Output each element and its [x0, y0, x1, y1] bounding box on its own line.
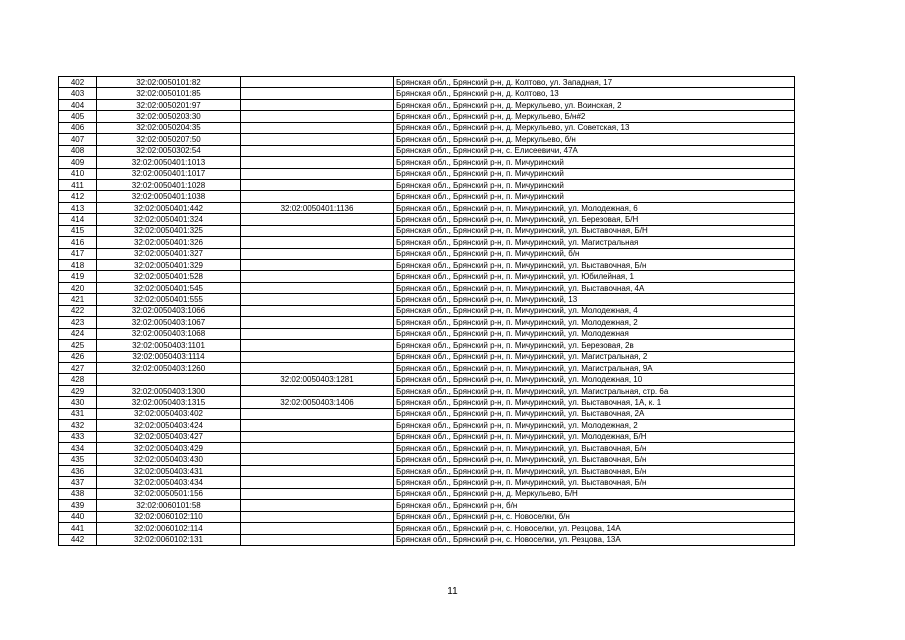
cadastral-number-cell: 32:02:0050403:429	[97, 443, 241, 454]
cadastral-number-2-cell	[241, 157, 394, 168]
cadastral-number-2-cell: 32:02:0050403:1281	[241, 374, 394, 385]
row-number-cell: 423	[59, 317, 97, 328]
table-row	[59, 408, 795, 419]
cadastral-number-2-cell	[241, 294, 394, 305]
cadastral-number-2-cell: 32:02:0050401:1136	[241, 202, 394, 213]
table-row	[59, 282, 795, 293]
row-number-cell: 403	[59, 88, 97, 99]
cadastral-number-cell: 32:02:0050403:1114	[97, 351, 241, 362]
table-row	[59, 454, 795, 465]
row-number-cell: 419	[59, 271, 97, 282]
cadastral-number-cell: 32:02:0050401:329	[97, 260, 241, 271]
address-cell: Брянская обл., Брянский р-н, п. Мичуринский, ул. Выставочная, Б/н	[394, 260, 795, 271]
row-number-cell: 439	[59, 500, 97, 511]
row-number-cell: 404	[59, 99, 97, 110]
cadastral-number-cell: 32:02:0050401:442	[97, 202, 241, 213]
registry-table-body	[59, 77, 795, 546]
cadastral-number-cell: 32:02:0060102:110	[97, 511, 241, 522]
address-cell: Брянская обл., Брянский р-н, д. Меркульево, ул. Воинская, 2	[394, 99, 795, 110]
row-number-cell: 406	[59, 122, 97, 133]
table-row	[59, 374, 795, 385]
cadastral-number-cell: 32:02:0050403:1067	[97, 317, 241, 328]
cadastral-number-2-cell	[241, 237, 394, 248]
row-number-cell: 434	[59, 443, 97, 454]
cadastral-number-cell: 32:02:0050403:1066	[97, 305, 241, 316]
cadastral-number-2-cell	[241, 465, 394, 476]
cadastral-number-2-cell	[241, 443, 394, 454]
cadastral-number-2-cell	[241, 454, 394, 465]
cadastral-number-cell: 32:02:0050401:1028	[97, 179, 241, 190]
cadastral-number-cell: 32:02:0050403:402	[97, 408, 241, 419]
table-row	[59, 225, 795, 236]
cadastral-number-2-cell	[241, 111, 394, 122]
address-cell: Брянская обл., Брянский р-н, п. Мичуринский, 13	[394, 294, 795, 305]
cadastral-number-cell: 32:02:0050401:327	[97, 248, 241, 259]
row-number-cell: 440	[59, 511, 97, 522]
cadastral-number-cell: 32:02:0050403:1101	[97, 340, 241, 351]
cadastral-number-2-cell	[241, 362, 394, 373]
cadastral-number-2-cell	[241, 385, 394, 396]
table-row	[59, 145, 795, 156]
table-row	[59, 465, 795, 476]
cadastral-number-2-cell	[241, 122, 394, 133]
table-row	[59, 305, 795, 316]
cadastral-number-2-cell	[241, 523, 394, 534]
row-number-cell: 415	[59, 225, 97, 236]
row-number-cell: 402	[59, 77, 97, 88]
cadastral-number-cell: 32:02:0060102:131	[97, 534, 241, 545]
cadastral-number-2-cell	[241, 511, 394, 522]
cadastral-number-2-cell	[241, 328, 394, 339]
address-cell: Брянская обл., Брянский р-н, п. Мичуринский, ул. Магистральная, 2	[394, 351, 795, 362]
cadastral-number-cell: 32:02:0050403:1315	[97, 397, 241, 408]
address-cell: Брянская обл., Брянский р-н, п. Мичуринский, ул. Выставочная, Б/н	[394, 465, 795, 476]
cadastral-number-cell: 32:02:0050204:35	[97, 122, 241, 133]
cadastral-number-cell: 32:02:0050401:528	[97, 271, 241, 282]
address-cell: Брянская обл., Брянский р-н, д. Меркульево, б/н	[394, 134, 795, 145]
cadastral-number-cell: 32:02:0060101:58	[97, 500, 241, 511]
address-cell: Брянская обл., Брянский р-н, п. Мичуринский, ул. Молодежная	[394, 328, 795, 339]
page-number: 11	[447, 586, 458, 597]
table-row	[59, 214, 795, 225]
cadastral-number-cell: 32:02:0050401:1017	[97, 168, 241, 179]
row-number-cell: 421	[59, 294, 97, 305]
address-cell: Брянская обл., Брянский р-н, д. Колтово, 13	[394, 88, 795, 99]
cadastral-number-cell: 32:02:0050401:1038	[97, 191, 241, 202]
address-cell: Брянская обл., Брянский р-н, п. Мичуринский, ул. Выставочная, 2А	[394, 408, 795, 419]
cadastral-number-2-cell	[241, 248, 394, 259]
cadastral-number-2-cell	[241, 77, 394, 88]
row-number-cell: 435	[59, 454, 97, 465]
table-row	[59, 168, 795, 179]
cadastral-number-cell: 32:02:0050302:54	[97, 145, 241, 156]
row-number-cell: 442	[59, 534, 97, 545]
table-row	[59, 88, 795, 99]
table-row	[59, 202, 795, 213]
row-number-cell: 428	[59, 374, 97, 385]
cadastral-number-2-cell	[241, 477, 394, 488]
address-cell: Брянская обл., Брянский р-н, п. Мичуринский, ул. Выставочная, Б/н	[394, 477, 795, 488]
cadastral-number-2-cell	[241, 271, 394, 282]
table-row	[59, 248, 795, 259]
address-cell: Брянская обл., Брянский р-н, п. Мичуринский, ул. Молодежная, Б/Н	[394, 431, 795, 442]
address-cell: Брянская обл., Брянский р-н, п. Мичуринский, ул. Выставочная, 4А	[394, 282, 795, 293]
row-number-cell: 432	[59, 420, 97, 431]
row-number-cell: 427	[59, 362, 97, 373]
address-cell: Брянская обл., Брянский р-н, п. Мичуринский, ул. Молодежная, 2	[394, 317, 795, 328]
cadastral-number-2-cell	[241, 88, 394, 99]
cadastral-number-2-cell	[241, 500, 394, 511]
table-row	[59, 157, 795, 168]
table-row	[59, 431, 795, 442]
cadastral-number-2-cell: 32:02:0050403:1406	[241, 397, 394, 408]
row-number-cell: 424	[59, 328, 97, 339]
row-number-cell: 407	[59, 134, 97, 145]
row-number-cell: 426	[59, 351, 97, 362]
address-cell: Брянская обл., Брянский р-н, п. Мичуринский, б/н	[394, 248, 795, 259]
cadastral-number-cell: 32:02:0050403:1068	[97, 328, 241, 339]
table-row	[59, 477, 795, 488]
registry-table	[58, 76, 795, 546]
address-cell: Брянская обл., Брянский р-н, п. Мичуринский	[394, 179, 795, 190]
row-number-cell: 411	[59, 179, 97, 190]
cadastral-number-cell: 32:02:0050207:50	[97, 134, 241, 145]
address-cell: Брянская обл., Брянский р-н, п. Мичуринский, ул. Магистральная	[394, 237, 795, 248]
address-cell: Брянская обл., Брянский р-н, с. Елисеевичи, 47А	[394, 145, 795, 156]
cadastral-number-2-cell	[241, 534, 394, 545]
table-row	[59, 443, 795, 454]
address-cell: Брянская обл., Брянский р-н, д. Колтово, ул. Западная, 17	[394, 77, 795, 88]
row-number-cell: 438	[59, 488, 97, 499]
address-cell: Брянская обл., Брянский р-н, п. Мичуринский, ул. Юбилейная, 1	[394, 271, 795, 282]
cadastral-number-cell: 32:02:0050201:97	[97, 99, 241, 110]
cadastral-number-2-cell	[241, 168, 394, 179]
row-number-cell: 433	[59, 431, 97, 442]
cadastral-number-cell: 32:02:0050101:82	[97, 77, 241, 88]
cadastral-number-2-cell	[241, 99, 394, 110]
cadastral-number-2-cell	[241, 179, 394, 190]
cadastral-number-2-cell	[241, 408, 394, 419]
row-number-cell: 413	[59, 202, 97, 213]
table-row	[59, 122, 795, 133]
cadastral-number-cell: 32:02:0060102:114	[97, 523, 241, 534]
cadastral-number-cell: 32:02:0050403:424	[97, 420, 241, 431]
address-cell: Брянская обл., Брянский р-н, п. Мичуринский, ул. Молодежная, 6	[394, 202, 795, 213]
row-number-cell: 430	[59, 397, 97, 408]
address-cell: Брянская обл., Брянский р-н, п. Мичуринский, ул. Магистральная, 9А	[394, 362, 795, 373]
cadastral-number-cell: 32:02:0050403:1260	[97, 362, 241, 373]
cadastral-number-cell	[97, 374, 241, 385]
table-row	[59, 534, 795, 545]
address-cell: Брянская обл., Брянский р-н, д. Меркульево, Б/Н	[394, 488, 795, 499]
table-row	[59, 523, 795, 534]
cadastral-number-cell: 32:02:0050401:325	[97, 225, 241, 236]
cadastral-number-2-cell	[241, 145, 394, 156]
table-row	[59, 362, 795, 373]
table-row	[59, 488, 795, 499]
address-cell: Брянская обл., Брянский р-н, с. Новоселки, б/н	[394, 511, 795, 522]
cadastral-number-cell: 32:02:0050403:431	[97, 465, 241, 476]
cadastral-number-cell: 32:02:0050403:427	[97, 431, 241, 442]
table-row	[59, 385, 795, 396]
row-number-cell: 436	[59, 465, 97, 476]
table-row	[59, 420, 795, 431]
table-row	[59, 397, 795, 408]
row-number-cell: 437	[59, 477, 97, 488]
cadastral-number-cell: 32:02:0050403:430	[97, 454, 241, 465]
cadastral-number-cell: 32:02:0050501:156	[97, 488, 241, 499]
row-number-cell: 441	[59, 523, 97, 534]
address-cell: Брянская обл., Брянский р-н, п. Мичуринский	[394, 168, 795, 179]
row-number-cell: 417	[59, 248, 97, 259]
address-cell: Брянская обл., Брянский р-н, п. Мичуринский, ул. Выставочная, Б/Н	[394, 225, 795, 236]
row-number-cell: 409	[59, 157, 97, 168]
row-number-cell: 410	[59, 168, 97, 179]
table-row	[59, 317, 795, 328]
row-number-cell: 431	[59, 408, 97, 419]
address-cell: Брянская обл., Брянский р-н, п. Мичуринский, ул. Березовая, 2в	[394, 340, 795, 351]
address-cell: Брянская обл., Брянский р-н, п. Мичуринский, ул. Магистральная, стр. 6а	[394, 385, 795, 396]
address-cell: Брянская обл., Брянский р-н, п. Мичуринский, ул. Молодежная, 2	[394, 420, 795, 431]
cadastral-number-cell: 32:02:0050403:1300	[97, 385, 241, 396]
table-row	[59, 134, 795, 145]
address-cell: Брянская обл., Брянский р-н, п. Мичуринский	[394, 157, 795, 168]
cadastral-number-cell: 32:02:0050403:434	[97, 477, 241, 488]
address-cell: Брянская обл., Брянский р-н, п. Мичуринский	[394, 191, 795, 202]
table-row	[59, 351, 795, 362]
table-row	[59, 294, 795, 305]
cadastral-number-2-cell	[241, 431, 394, 442]
row-number-cell: 414	[59, 214, 97, 225]
table-row	[59, 191, 795, 202]
table-row	[59, 179, 795, 190]
address-cell: Брянская обл., Брянский р-н, п. Мичуринский, ул. Молодежная, 4	[394, 305, 795, 316]
cadastral-number-cell: 32:02:0050401:555	[97, 294, 241, 305]
table-row	[59, 260, 795, 271]
row-number-cell: 422	[59, 305, 97, 316]
cadastral-number-2-cell	[241, 282, 394, 293]
cadastral-number-2-cell	[241, 225, 394, 236]
address-cell: Брянская обл., Брянский р-н, с. Новоселки, ул. Резцова, 13А	[394, 534, 795, 545]
address-cell: Брянская обл., Брянский р-н, д. Меркульево, ул. Советская, 13	[394, 122, 795, 133]
table-row	[59, 500, 795, 511]
cadastral-number-cell: 32:02:0050401:1013	[97, 157, 241, 168]
cadastral-number-2-cell	[241, 214, 394, 225]
cadastral-number-2-cell	[241, 340, 394, 351]
cadastral-number-cell: 32:02:0050401:324	[97, 214, 241, 225]
cadastral-number-cell: 32:02:0050101:85	[97, 88, 241, 99]
address-cell: Брянская обл., Брянский р-н, б/н	[394, 500, 795, 511]
address-cell: Брянская обл., Брянский р-н, п. Мичуринский, ул. Выставочная, 1А, к. 1	[394, 397, 795, 408]
cadastral-number-2-cell	[241, 488, 394, 499]
table-row	[59, 511, 795, 522]
row-number-cell: 408	[59, 145, 97, 156]
table-row	[59, 340, 795, 351]
cadastral-number-2-cell	[241, 260, 394, 271]
cadastral-number-2-cell	[241, 317, 394, 328]
cadastral-number-2-cell	[241, 420, 394, 431]
address-cell: Брянская обл., Брянский р-н, п. Мичуринский, ул. Выставочная, Б/н	[394, 443, 795, 454]
address-cell: Брянская обл., Брянский р-н, п. Мичуринский, ул. Молодежная, 10	[394, 374, 795, 385]
row-number-cell: 429	[59, 385, 97, 396]
address-cell: Брянская обл., Брянский р-н, п. Мичуринский, ул. Березовая, Б/Н	[394, 214, 795, 225]
row-number-cell: 416	[59, 237, 97, 248]
table-row	[59, 99, 795, 110]
address-cell: Брянская обл., Брянский р-н, д. Меркульево, Б/н#2	[394, 111, 795, 122]
cadastral-number-cell: 32:02:0050401:326	[97, 237, 241, 248]
cadastral-number-2-cell	[241, 134, 394, 145]
row-number-cell: 418	[59, 260, 97, 271]
table-row	[59, 111, 795, 122]
cadastral-number-2-cell	[241, 305, 394, 316]
cadastral-number-cell: 32:02:0050401:545	[97, 282, 241, 293]
cadastral-number-2-cell	[241, 351, 394, 362]
address-cell: Брянская обл., Брянский р-н, с. Новоселки, ул. Резцова, 14А	[394, 523, 795, 534]
row-number-cell: 405	[59, 111, 97, 122]
cadastral-number-2-cell	[241, 191, 394, 202]
table-row	[59, 271, 795, 282]
address-cell: Брянская обл., Брянский р-н, п. Мичуринский, ул. Выставочная, Б/н	[394, 454, 795, 465]
row-number-cell: 420	[59, 282, 97, 293]
cadastral-number-cell: 32:02:0050203:30	[97, 111, 241, 122]
table-row	[59, 328, 795, 339]
row-number-cell: 425	[59, 340, 97, 351]
table-row	[59, 77, 795, 88]
row-number-cell: 412	[59, 191, 97, 202]
table-row	[59, 237, 795, 248]
